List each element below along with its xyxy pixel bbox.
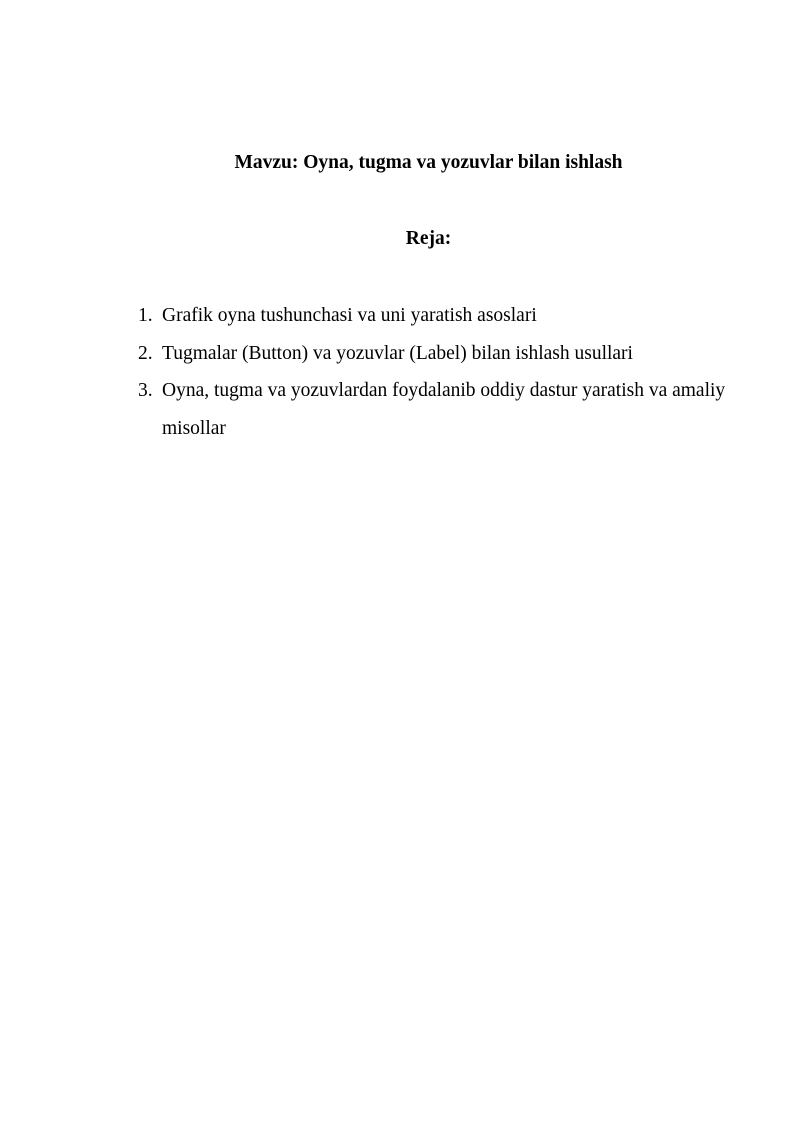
list-item — [138, 335, 738, 373]
list-item-number: 3. — [138, 380, 153, 401]
list-item-text: Oyna, tugma va yozuvlardan foydalanib oddiy dastur yaratish va amaliy misollar — [162, 380, 726, 439]
plan-list — [138, 297, 738, 447]
list-item-text: Tugmalar (Button) va yozuvlar (Label) bilan ishlash usullari — [162, 342, 633, 364]
list-item-text: Grafik oyna tushunchasi va uni yaratish asoslari — [162, 305, 537, 326]
list-item — [138, 372, 738, 447]
list-item-number: 2. — [138, 342, 153, 364]
list-item — [138, 297, 738, 335]
list-item-number: 1. — [138, 305, 153, 326]
page-title: Mavzu: Oyna, tugma va yozuvlar bilan ishlash — [234, 152, 623, 173]
plan-heading: Reja: — [405, 228, 452, 249]
